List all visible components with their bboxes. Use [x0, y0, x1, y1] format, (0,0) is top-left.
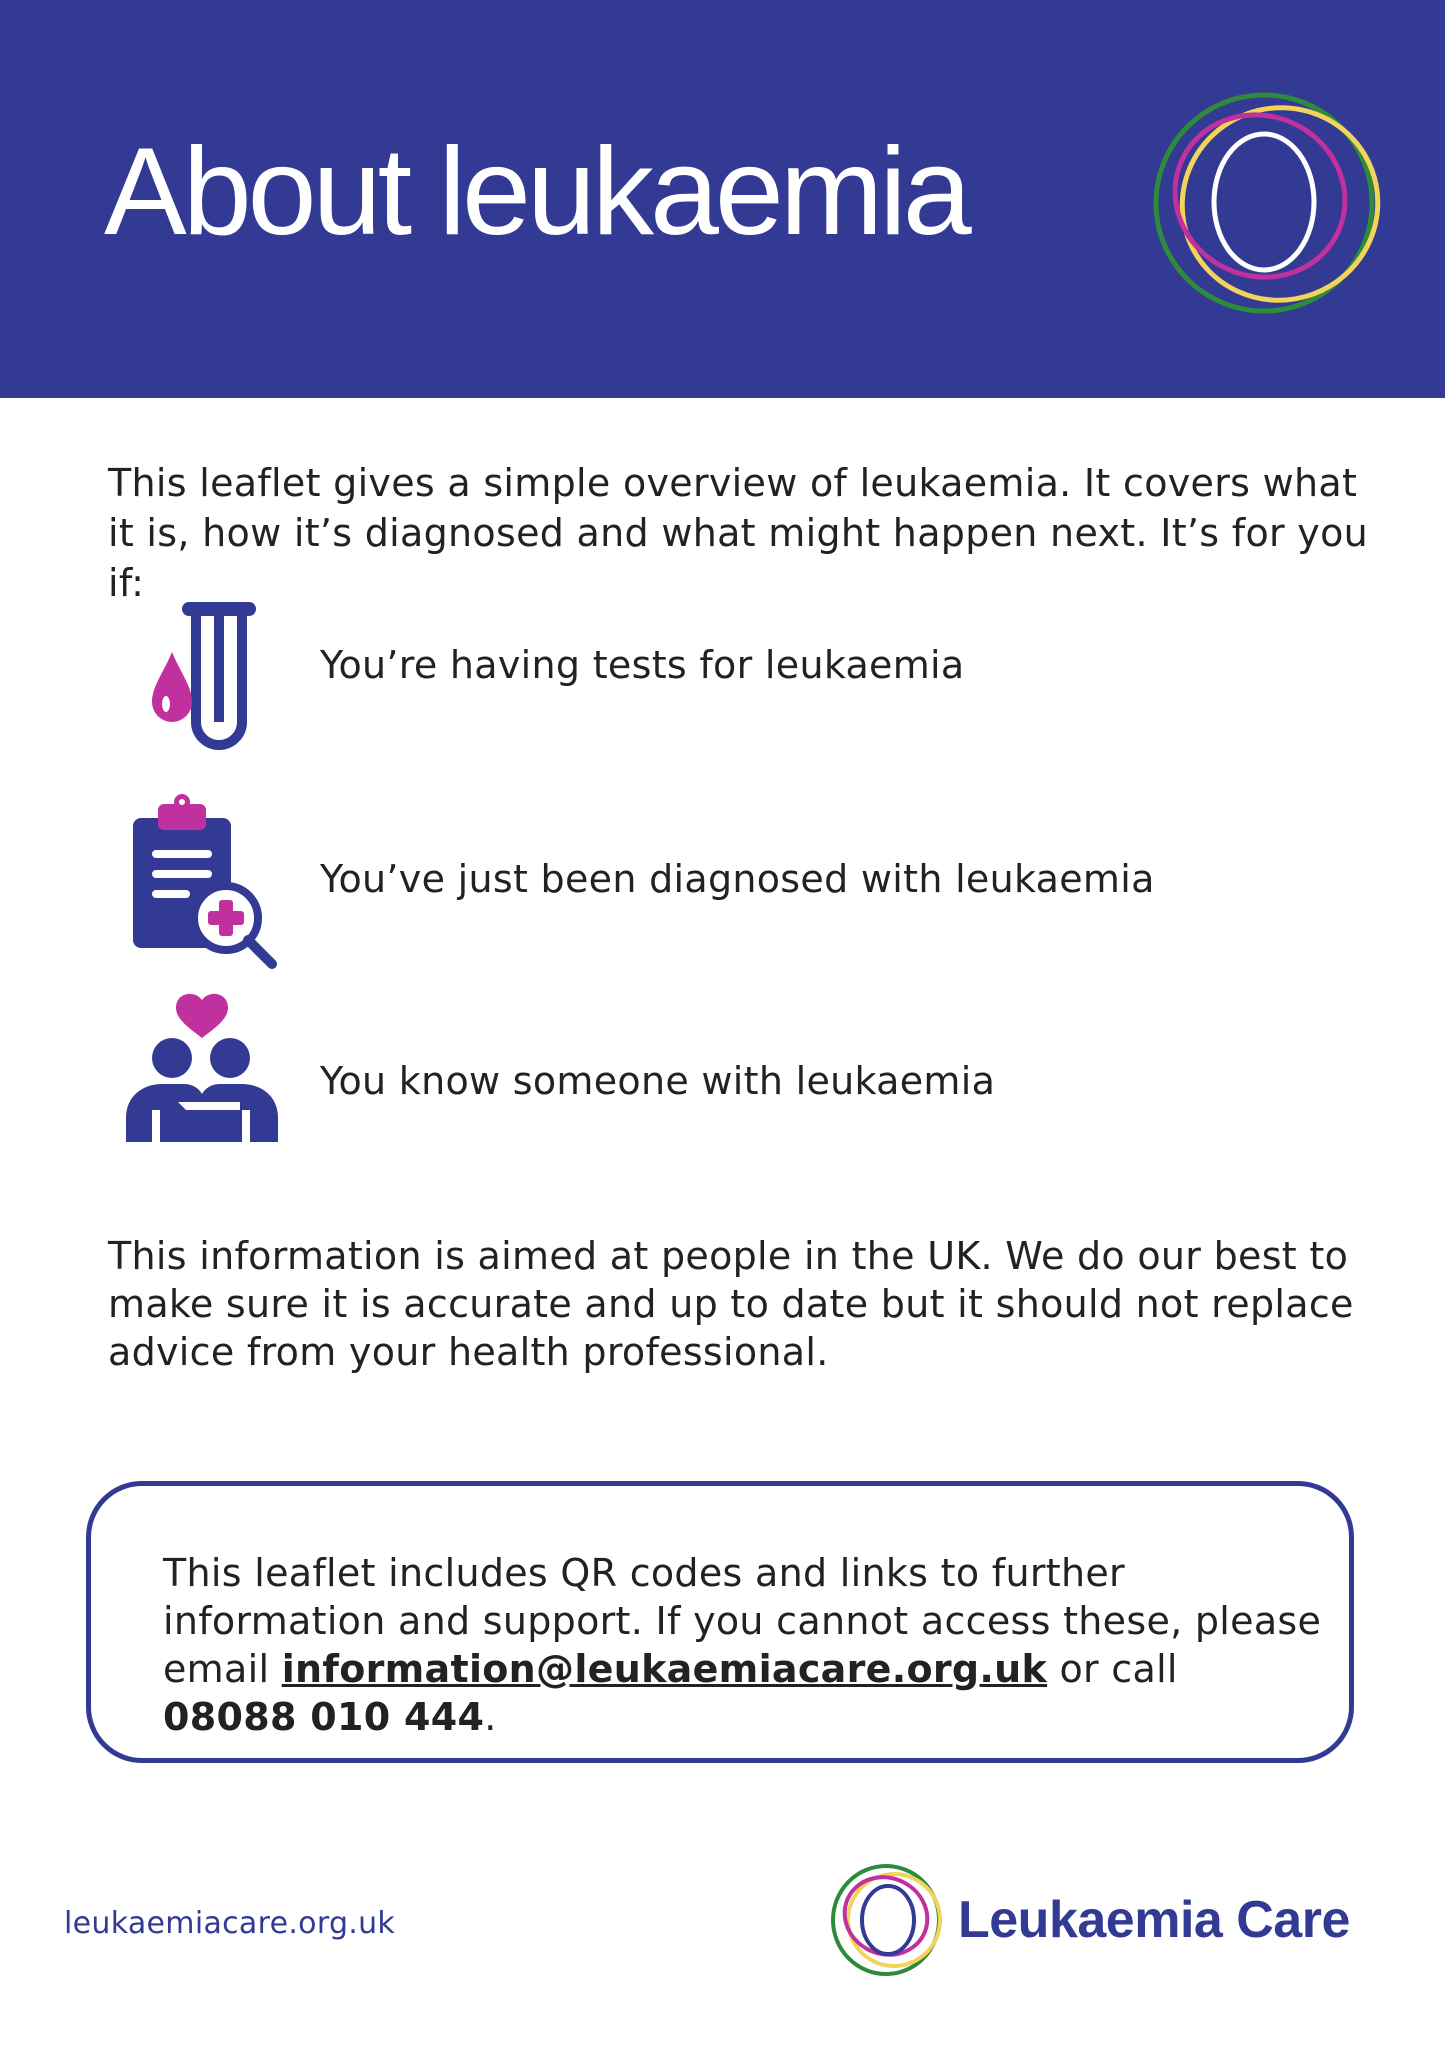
email-link[interactable]: information@leukaemiacare.org.uk: [281, 1647, 1048, 1691]
audience-label: You know someone with leukaemia: [320, 1059, 996, 1103]
two-people-heart-icon: [118, 990, 288, 1150]
rings-logo-icon: [1150, 76, 1390, 326]
disclaimer-paragraph: This information is aimed at people in the UK. We do our best to make sure it is accurate and up to date but it should not replace advice from your health professional.: [108, 1234, 1354, 1374]
contact-info-box: [86, 1481, 1354, 1763]
page-title: About leukaemia: [104, 123, 968, 261]
footer-brand-name: Leukaemia Care: [958, 1891, 1350, 1949]
contact-info-text: [163, 1549, 1323, 1741]
audience-item-tests: [0, 590, 1445, 760]
footer-website-link[interactable]: leukaemiacare.org.uk: [64, 1906, 396, 1941]
audience-label: You’re having tests for leukaemia: [320, 643, 965, 687]
test-tube-blood-drop-icon: [144, 594, 284, 764]
phone-number: 08088 010 444: [163, 1695, 485, 1739]
contact-info-middle: or call: [1047, 1647, 1178, 1691]
header-banner: [0, 0, 1445, 398]
rings-logo-icon: [830, 1860, 946, 1978]
contact-info-end: .: [484, 1695, 497, 1739]
audience-item-know-someone: [0, 990, 1445, 1160]
audience-label: You’ve just been diagnosed with leukaemia: [320, 857, 1155, 901]
contact-info-intro: This leaflet includes QR codes and links to further information and support. If you cannot access these, please email: [163, 1551, 1322, 1691]
audience-item-diagnosed: [0, 790, 1445, 960]
intro-paragraph: This leaflet gives a simple overview of leukaemia. It covers what it is, how it’s diagnosed and what might happen next. It’s for you if:: [108, 461, 1369, 605]
clipboard-magnifier-icon: [128, 790, 278, 970]
